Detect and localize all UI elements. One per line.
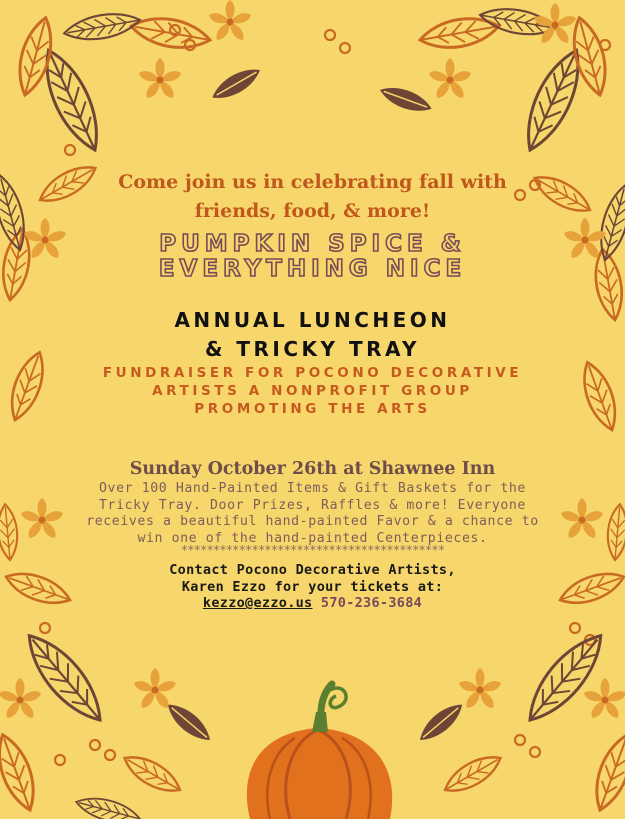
leaf-icon <box>587 730 625 814</box>
berry-icon <box>570 623 580 633</box>
flower-icon <box>138 58 183 100</box>
theme-title <box>0 232 625 282</box>
berry-icon <box>90 740 100 750</box>
fundraiser-line-1: FUNDRAISER FOR POCONO DECORATIVE <box>102 365 523 381</box>
flower-icon <box>133 668 178 710</box>
leaf-icon <box>440 749 506 800</box>
berry-icon <box>65 145 75 155</box>
details-line-1: Over 100 Hand-Painted Items & Gift Baskets for the <box>99 481 526 496</box>
event-line-2: & TRICKY TRAY <box>204 337 421 361</box>
leaf-icon <box>414 698 468 747</box>
details-line-4: win one of the hand-painted Centerpieces. <box>137 530 488 546</box>
fundraiser-text <box>0 364 625 418</box>
details-line-3: receives a beautiful hand-painted Favor & a chance to <box>86 514 539 529</box>
event-title <box>0 306 625 364</box>
flower-icon <box>583 678 625 720</box>
berry-icon <box>105 750 115 760</box>
intro-text <box>0 168 625 226</box>
leaf-icon <box>119 749 185 800</box>
berry-icon <box>55 755 65 765</box>
fundraiser-line-3: PROMOTING THE ARTS <box>194 401 431 417</box>
berry-icon <box>325 30 335 40</box>
leaf-icon <box>162 698 216 747</box>
star-divider: ***************************************** <box>180 543 445 557</box>
details-line-2: Tricky Tray. Door Prizes, Raffles & more! Everyone <box>99 497 526 513</box>
flower-icon <box>0 678 42 720</box>
leaf-icon <box>418 13 501 53</box>
berry-icon <box>530 747 540 757</box>
berry-icon <box>515 735 525 745</box>
flower-icon <box>533 3 578 45</box>
contact-line-1: Contact Pocono Decorative Artists, <box>169 562 456 578</box>
pumpkin-icon <box>247 684 392 819</box>
fundraiser-line-2: ARTISTS A NONPROFIT GROUP <box>152 383 473 399</box>
theme-line-1: PUMPKIN SPICE & <box>159 231 466 257</box>
leaf-icon <box>377 82 435 118</box>
flower-icon <box>208 0 253 42</box>
intro-line-1: Come join us in celebrating fall with <box>118 171 507 193</box>
flower-icon <box>428 58 473 100</box>
date-location: Sunday October 26th at Shawnee Inn <box>129 459 496 479</box>
contact-line-2: Karen Ezzo for your tickets at: <box>181 578 444 595</box>
leaf-icon <box>34 43 110 157</box>
berry-icon <box>40 623 50 633</box>
berry-icon <box>340 43 350 53</box>
leaf-icon <box>74 792 143 819</box>
leaf-icon <box>208 62 265 105</box>
flower-icon <box>458 668 503 710</box>
event-details <box>0 481 625 547</box>
event-line-1: ANNUAL LUNCHEON <box>174 308 451 332</box>
email-link[interactable]: kezzo@ezzo.us <box>202 595 313 611</box>
phone-number: 570-236-3684 <box>320 595 423 611</box>
contact-info <box>0 562 625 612</box>
leaf-icon <box>515 43 591 157</box>
intro-line-2: friends, food, & more! <box>194 200 431 222</box>
theme-line-2: EVERYTHING NICE <box>158 256 467 282</box>
contact-line-3 <box>0 595 625 612</box>
leaf-icon <box>0 730 43 814</box>
